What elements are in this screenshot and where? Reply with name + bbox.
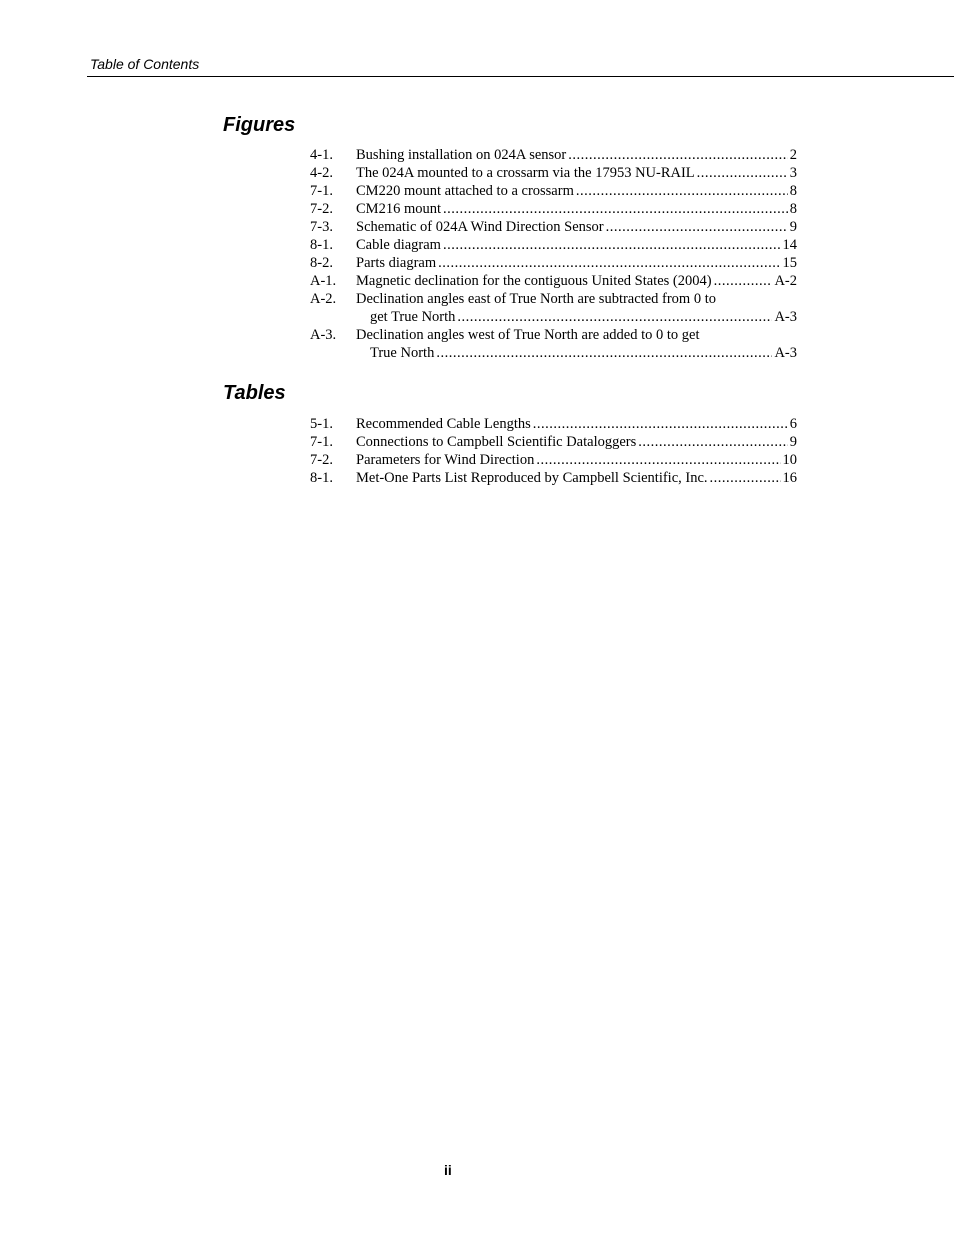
entry-number: A-3. <box>310 327 337 343</box>
entry-number: 7-2. <box>310 201 333 217</box>
entry-title: Schematic of 024A Wind Direction Sensor <box>356 219 604 235</box>
entry-number: 7-2. <box>310 452 333 468</box>
entry-title: Connections to Campbell Scientific Dataloggers <box>356 434 637 450</box>
entry-page: 6 <box>789 416 797 432</box>
entry-title-line2: True North <box>370 345 435 361</box>
running-header: Table of Contents <box>90 56 200 72</box>
entry-page: A-3 <box>774 345 797 361</box>
page-number: ii <box>444 1162 452 1178</box>
entry-number: 4-2. <box>310 165 333 181</box>
entry-title: CM220 mount attached to a crossarm <box>356 183 574 199</box>
figure-entry-7-2[interactable] <box>310 200 797 218</box>
entry-number: 8-2. <box>310 255 333 271</box>
dot-leader <box>568 146 788 164</box>
dot-leader <box>697 164 788 182</box>
figure-entry-7-1[interactable] <box>310 182 797 200</box>
entry-page: 10 <box>782 452 797 468</box>
dot-leader <box>638 433 787 451</box>
dot-leader <box>710 469 781 487</box>
entry-number: 7-3. <box>310 219 333 235</box>
figures-heading: Figures <box>223 114 296 136</box>
entry-number: 5-1. <box>310 416 333 432</box>
entry-title: Met-One Parts List Reproduced by Campbell Scientific, Inc. <box>356 470 708 486</box>
dot-leader <box>714 272 773 290</box>
entry-title-line2: get True North <box>370 309 456 325</box>
table-entry-7-1[interactable] <box>310 433 797 451</box>
figure-entry-4-2[interactable] <box>310 164 797 182</box>
dot-leader <box>606 218 788 236</box>
table-entry-8-1[interactable] <box>310 469 797 487</box>
entry-page: 3 <box>789 165 797 181</box>
table-entry-7-2[interactable] <box>310 451 797 469</box>
dot-leader <box>457 308 772 326</box>
dot-leader <box>436 344 772 362</box>
entry-title: The 024A mounted to a crossarm via the 17953 NU-RAIL <box>356 165 695 181</box>
entry-number: 4-1. <box>310 147 333 163</box>
entry-page: 16 <box>782 470 797 486</box>
tables-heading: Tables <box>223 382 286 404</box>
figure-entry-a-1[interactable] <box>310 272 797 290</box>
entry-title: Parameters for Wind Direction <box>356 452 535 468</box>
entry-page: 8 <box>789 183 797 199</box>
entry-page: 15 <box>782 255 797 271</box>
dot-leader <box>438 254 780 272</box>
dot-leader <box>443 236 781 254</box>
entry-number: A-1. <box>310 273 337 289</box>
dot-leader <box>443 200 788 218</box>
entry-number: 8-1. <box>310 470 333 486</box>
entry-page: 9 <box>789 219 797 235</box>
figure-entry-4-1[interactable] <box>310 146 797 164</box>
entry-page: 9 <box>789 434 797 450</box>
tables-list <box>310 415 797 487</box>
entry-title-line1: Declination angles east of True North are subtracted from 0 to <box>356 291 716 307</box>
entry-number: 7-1. <box>310 434 333 450</box>
entry-title: Recommended Cable Lengths <box>356 416 531 432</box>
entry-title: Magnetic declination for the contiguous United States (2004) <box>356 273 712 289</box>
header-rule <box>87 76 954 77</box>
dot-leader <box>536 451 780 469</box>
entry-title: Parts diagram <box>356 255 437 271</box>
entry-page: A-2 <box>774 273 797 289</box>
figure-entry-a-3[interactable] <box>310 326 797 362</box>
entry-page: 14 <box>782 237 797 253</box>
table-entry-5-1[interactable] <box>310 415 797 433</box>
figure-entry-7-3[interactable] <box>310 218 797 236</box>
figure-entry-8-2[interactable] <box>310 254 797 272</box>
figure-entry-a-2[interactable] <box>310 290 797 326</box>
entry-number: 8-1. <box>310 237 333 253</box>
dot-leader <box>533 415 788 433</box>
entry-page: A-3 <box>774 309 797 325</box>
entry-title: Bushing installation on 024A sensor <box>356 147 567 163</box>
entry-title: CM216 mount <box>356 201 441 217</box>
entry-title: Cable diagram <box>356 237 441 253</box>
entry-page: 8 <box>789 201 797 217</box>
entry-number: 7-1. <box>310 183 333 199</box>
entry-number: A-2. <box>310 291 337 307</box>
figures-list <box>310 146 797 362</box>
figure-entry-8-1[interactable] <box>310 236 797 254</box>
dot-leader <box>576 182 788 200</box>
entry-title-line1: Declination angles west of True North are added to 0 to get <box>356 327 700 343</box>
entry-page: 2 <box>789 147 797 163</box>
